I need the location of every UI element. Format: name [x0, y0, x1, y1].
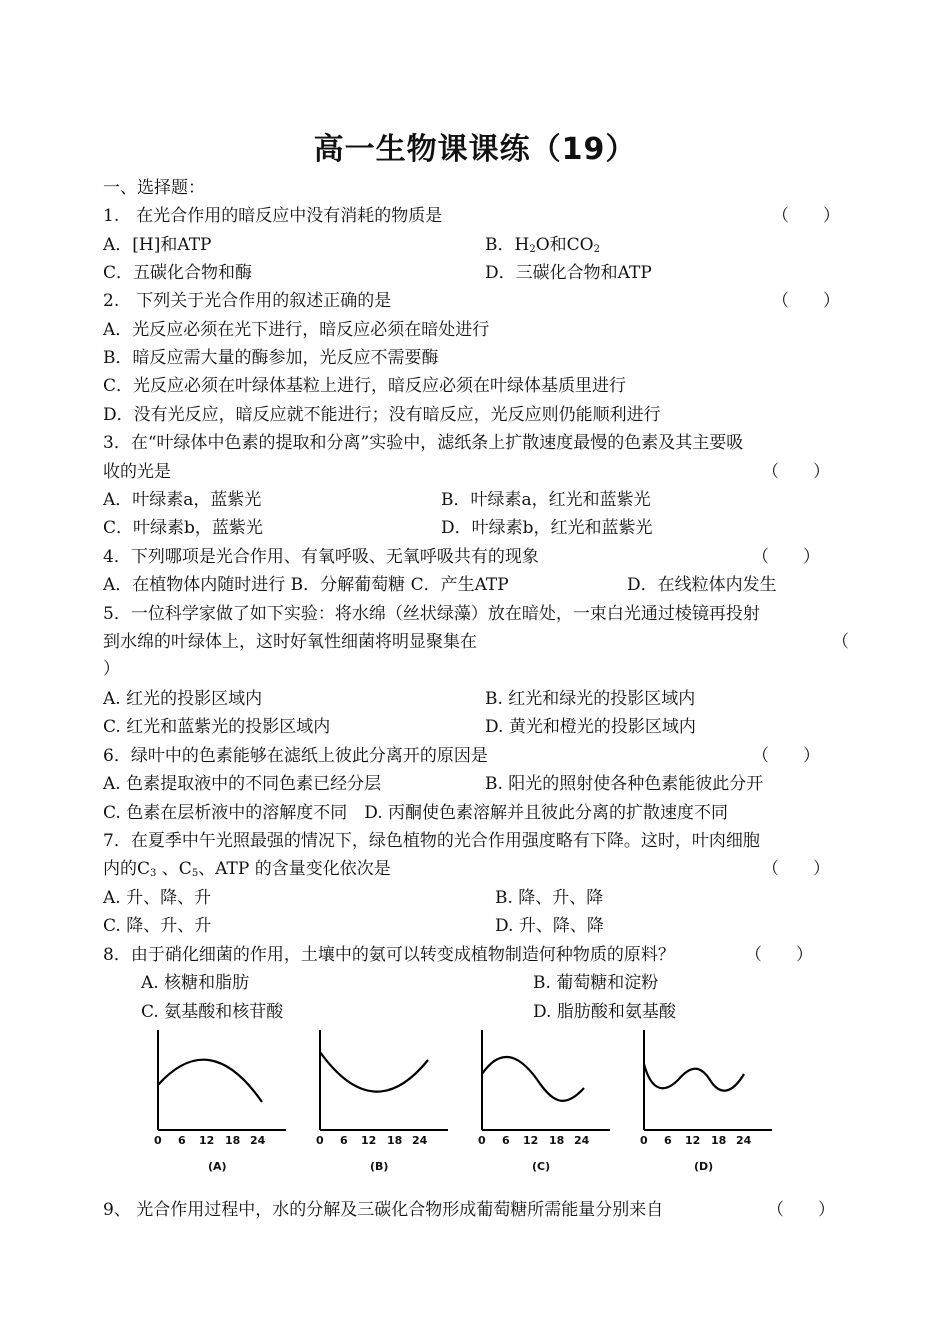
q3-option-b: B．叶绿素a，红光和蓝紫光: [441, 490, 651, 510]
q6-answer-blank: （ ）: [752, 746, 820, 766]
q1-stem: 1. 在光合作用的暗反应中没有消耗的物质是: [103, 206, 443, 226]
q5-stem-line2: 到水绵的叶绿体上，这时好氧性细菌将明显聚集在: [103, 632, 477, 652]
q8-answer-blank: （ ）: [745, 945, 813, 965]
q2-option-c: C．光反应必须在叶绿体基粒上进行，暗反应必须在叶绿体基质里进行: [103, 376, 627, 396]
q2-answer-blank: （ ）: [772, 291, 840, 311]
graph-c-tick-0: 0: [478, 1134, 486, 1147]
graph-c-tick-18: 18: [549, 1134, 565, 1147]
graph-b-tick-24: 24: [412, 1134, 428, 1147]
graph-c-plot: [464, 1022, 629, 1182]
q9-stem: 9、 光合作用过程中，水的分解及三碳化合物形成葡萄糖所需能量分别来自: [103, 1200, 664, 1220]
q3-option-a: A．叶绿素a，蓝紫光: [103, 490, 262, 510]
q7-option-a: A. 升、降、升: [103, 888, 212, 908]
q2-stem: 2. 下列关于光合作用的叙述正确的是: [103, 291, 392, 311]
q9-answer-blank: （ ）: [767, 1200, 835, 1220]
graph-a: [140, 1022, 305, 1182]
q1-option-c: C．五碳化合物和酶: [103, 263, 253, 283]
graph-b-tick-18: 18: [387, 1134, 403, 1147]
graph-d: [626, 1022, 791, 1182]
q8-graphs: [140, 1022, 830, 1182]
q7-stem-line1: 7．在夏季中午光照最强的情况下，绿色植物的光合作用强度略有下降。这时，叶肉细胞: [103, 831, 760, 851]
section-heading: 一、选择题：: [103, 178, 205, 198]
graph-c-tick-24: 24: [574, 1134, 590, 1147]
graph-d-tick-24: 24: [736, 1134, 752, 1147]
graph-d-tick-0: 0: [640, 1134, 648, 1147]
q5-option-c: C. 红光和蓝紫光的投影区域内: [103, 717, 331, 737]
q7-option-b: B. 降、升、降: [495, 888, 604, 908]
q6-stem: 6．绿叶中的色素能够在滤纸上彼此分离开的原因是: [103, 746, 488, 766]
q7-answer-blank: （ ）: [762, 859, 830, 879]
q4-option-d: D．在线粒体内发生: [627, 575, 777, 595]
q2-option-b: B．暗反应需大量的酶参加，光反应不需要酶: [103, 348, 439, 368]
q7-option-d: D. 升、降、降: [495, 916, 604, 936]
q4-answer-blank: （ ）: [752, 547, 820, 567]
q6-options-cd: C. 色素在层析液中的溶解度不同 D. 丙酮使色素溶解并且彼此分离的扩散速度不同: [103, 803, 729, 823]
q2-option-a: A．光反应必须在光下进行，暗反应必须在暗处进行: [103, 320, 490, 340]
graph-d-tick-18: 18: [711, 1134, 727, 1147]
q8-option-a: A. 核糖和脂肪: [141, 973, 250, 993]
q5-paren-close: ）: [103, 659, 120, 679]
graph-d-plot: [626, 1022, 791, 1182]
graph-b-label: (B): [370, 1160, 389, 1173]
q6-option-b: B. 阳光的照射使各种色素能彼此分开: [485, 774, 764, 794]
graph-c: [464, 1022, 629, 1182]
graph-a-label: (A): [208, 1160, 227, 1173]
q3-option-c: C．叶绿素b，蓝紫光: [103, 518, 263, 538]
q3-option-d: D．叶绿素b，红光和蓝紫光: [441, 518, 653, 538]
q1-answer-blank: （ ）: [772, 206, 840, 226]
q4-options-abc: A．在植物体内随时进行 B．分解葡萄糖 C．产生ATP: [103, 575, 509, 595]
q3-answer-blank: （ ）: [762, 462, 830, 482]
graph-a-tick-6: 6: [178, 1134, 186, 1147]
q7-option-c: C. 降、升、升: [103, 916, 212, 936]
graph-b: [302, 1022, 467, 1182]
q3-stem-line2: 收的光是: [103, 462, 171, 482]
q6-option-a: A. 色素提取液中的不同色素已经分层: [103, 774, 382, 794]
page-title: 高一生物课课练（19）: [313, 132, 637, 167]
q4-stem: 4．下列哪项是光合作用、有氧呼吸、无氧呼吸共有的现象: [103, 547, 539, 567]
graph-b-tick-12: 12: [361, 1134, 377, 1147]
graph-b-tick-0: 0: [316, 1134, 324, 1147]
graph-a-plot: [140, 1022, 305, 1182]
q3-stem-line1: 3．在“叶绿体中色素的提取和分离”实验中，滤纸条上扩散速度最慢的色素及其主要吸: [103, 433, 744, 453]
graph-b-tick-6: 6: [340, 1134, 348, 1147]
graph-b-plot: [302, 1022, 467, 1182]
q5-option-a: A. 红光的投影区域内: [103, 689, 263, 709]
graph-c-tick-6: 6: [502, 1134, 510, 1147]
graph-d-tick-6: 6: [664, 1134, 672, 1147]
graph-a-tick-0: 0: [154, 1134, 162, 1147]
q5-option-b: B. 红光和绿光的投影区域内: [485, 689, 696, 709]
q1-option-b: B．$H_2O$和$CO_2$: [485, 235, 600, 255]
q8-option-c: C. 氨基酸和核苷酸: [141, 1002, 284, 1022]
graph-d-label: (D): [694, 1160, 714, 1173]
graph-a-tick-24: 24: [250, 1134, 266, 1147]
q5-option-d: D. 黄光和橙光的投影区域内: [485, 717, 696, 737]
q8-stem: 8．由于硝化细菌的作用，土壤中的氨可以转变成植物制造何种物质的原料？: [103, 945, 675, 965]
q2-option-d: D．没有光反应，暗反应就不能进行；没有暗反应，光反应则仍能顺利进行: [103, 405, 661, 425]
graph-c-label: (C): [532, 1160, 551, 1173]
q7-stem-line2: 内的$C_3$ 、$C_5$、ATP 的含量变化依次是: [103, 859, 391, 879]
q5-stem-line1: 5．一位科学家做了如下实验：将水绵（丝状绿藻）放在暗处，一束白光通过棱镜再投射: [103, 604, 760, 624]
graph-c-tick-12: 12: [523, 1134, 539, 1147]
q5-paren-open: （: [832, 632, 849, 652]
graph-a-tick-12: 12: [199, 1134, 215, 1147]
q8-option-b: B. 葡萄糖和淀粉: [533, 973, 659, 993]
q1-option-d: D．三碳化合物和ATP: [485, 263, 652, 283]
graph-d-tick-12: 12: [685, 1134, 701, 1147]
q1-option-a: A．[H]和ATP: [103, 235, 212, 255]
graph-a-tick-18: 18: [225, 1134, 241, 1147]
q8-option-d: D. 脂肪酸和氨基酸: [533, 1002, 676, 1022]
